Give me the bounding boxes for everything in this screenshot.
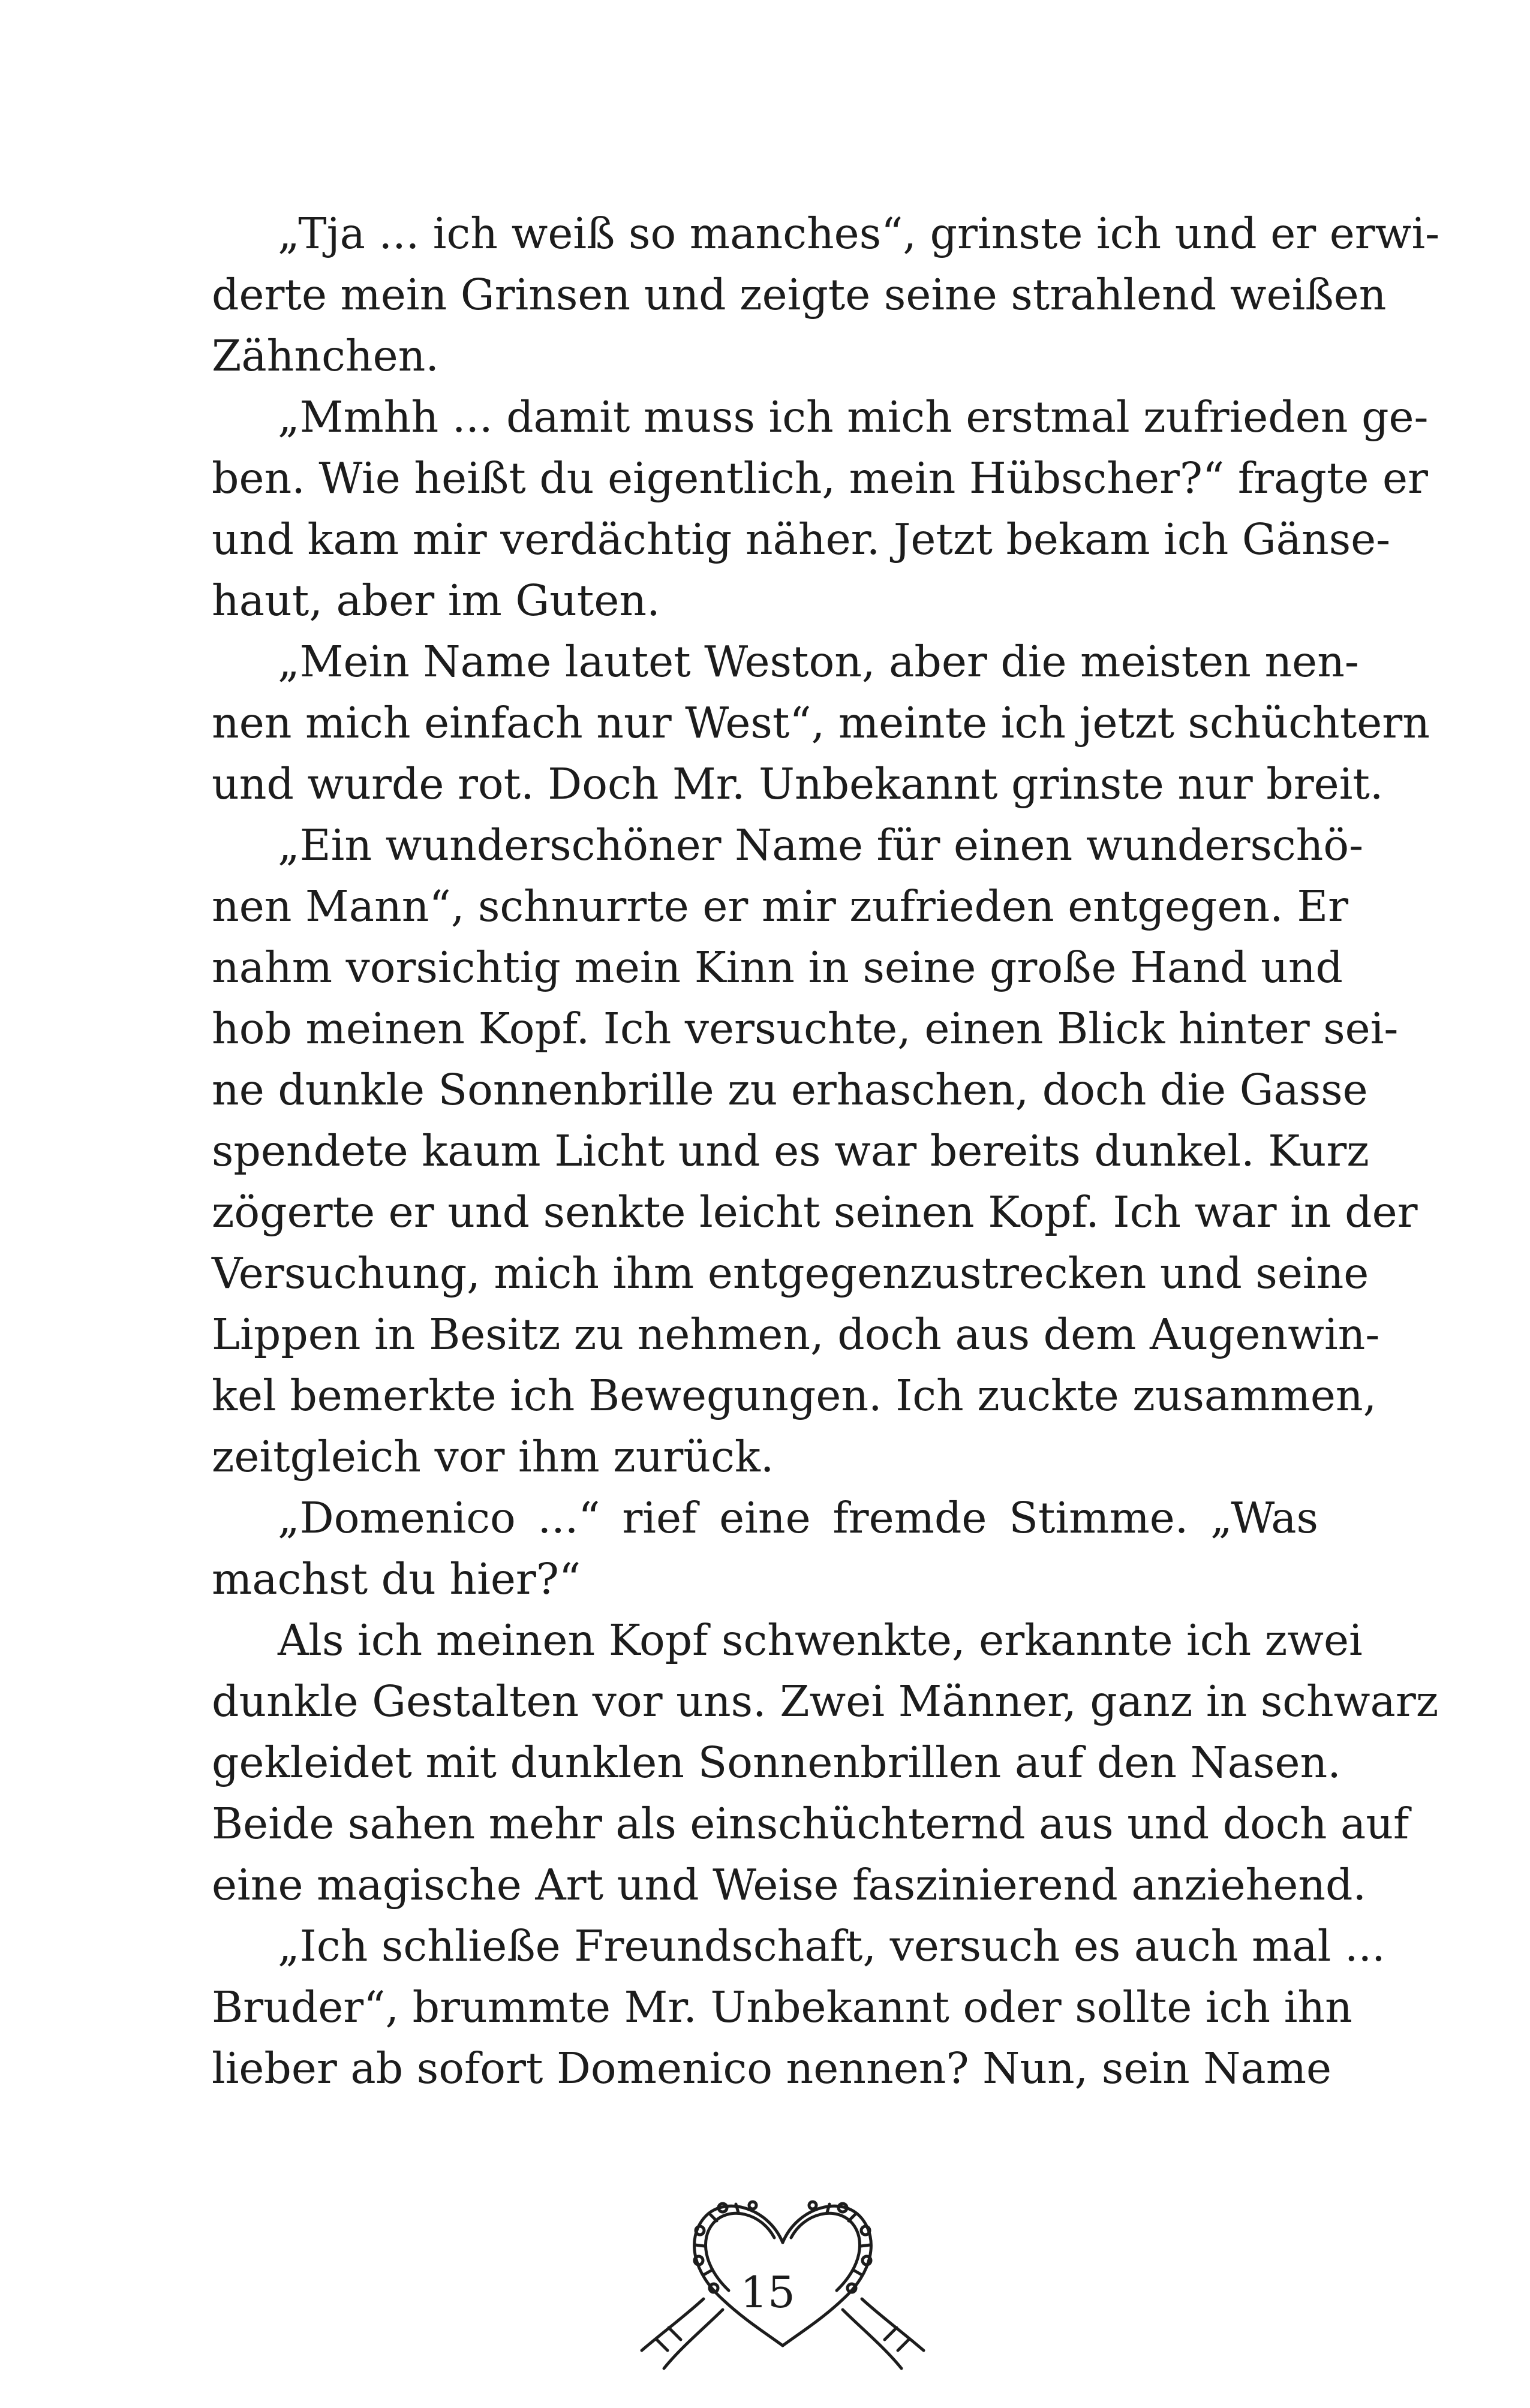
text-line: ben. Wie heißt du eigentlich, mein Hübscher?“ fragte er: [212, 453, 1428, 503]
text-line: machst du hier?“: [212, 1554, 581, 1604]
text-line: spendete kaum Licht und es war bereits dunkel. Kurz: [212, 1126, 1369, 1176]
text-line: derte mein Grinsen und zeigte seine strahlend weißen: [212, 270, 1387, 320]
text-line: Bruder“, brummte Mr. Unbekannt oder sollte ich ihn: [212, 1982, 1352, 2032]
text-line: eine magische Art und Weise faszinierend anziehend.: [212, 1860, 1367, 1910]
text-line: nahm vorsichtig mein Kinn in seine große Hand und: [212, 943, 1343, 992]
text-line: nen Mann“, schnurrte er mir zufrieden entgegen. Er: [212, 881, 1349, 931]
page-number: 15: [740, 2267, 795, 2317]
text-line: dunkle Gestalten vor uns. Zwei Männer, ganz in schwarz: [212, 1676, 1439, 1726]
text-line: und wurde rot. Doch Mr. Unbekannt grinste nur breit.: [212, 759, 1384, 809]
text-line: gekleidet mit dunklen Sonnenbrillen auf den Nasen.: [212, 1738, 1341, 1787]
text-line: hob meinen Kopf. Ich versuchte, einen Blick hinter sei-: [212, 1004, 1399, 1054]
text-line: zeitgleich vor ihm zurück.: [212, 1432, 774, 1482]
text-line: Als ich meinen Kopf schwenkte, erkannte ich zwei: [278, 1615, 1363, 1665]
text-line: „Ich schließe Freundschaft, versuch es auch mal ...: [278, 1921, 1385, 1971]
text-line: lieber ab sofort Domenico nennen? Nun, sein Name: [212, 2043, 1332, 2093]
text-line: Beide sahen mehr als einschüchternd aus und doch auf: [212, 1799, 1409, 1849]
text-line: Lippen in Besitz zu nehmen, doch aus dem Augenwin-: [212, 1310, 1380, 1359]
text-line: Versuchung, mich ihm entgegenzustrecken und seine: [212, 1248, 1369, 1298]
text-line: „Tja ... ich weiß so manches“, grinste ich und er erwi-: [278, 209, 1440, 258]
text-line: „Domenico ...“ rief eine fremde Stimme. „Was: [278, 1493, 1318, 1543]
text-line: haut, aber im Guten.: [212, 576, 660, 625]
text-line: ne dunkle Sonnenbrille zu erhaschen, doch die Gasse: [212, 1065, 1368, 1115]
text-line: kel bemerkte ich Bewegungen. Ich zuckte zusammen,: [212, 1371, 1377, 1420]
text-line: „Mein Name lautet Weston, aber die meisten nen-: [278, 637, 1359, 687]
text-line: Zähnchen.: [212, 331, 439, 381]
text-line: nen mich einfach nur West“, meinte ich jetzt schüchtern: [212, 698, 1430, 748]
text-line: zögerte er und senkte leicht seinen Kopf. Ich war in der: [212, 1187, 1418, 1237]
text-line: „Mmhh ... damit muss ich mich erstmal zufrieden ge-: [278, 392, 1429, 442]
text-line: „Ein wunderschöner Name für einen wunderschö-: [278, 820, 1364, 870]
text-line: und kam mir verdächtig näher. Jetzt bekam ich Gänse-: [212, 514, 1391, 564]
